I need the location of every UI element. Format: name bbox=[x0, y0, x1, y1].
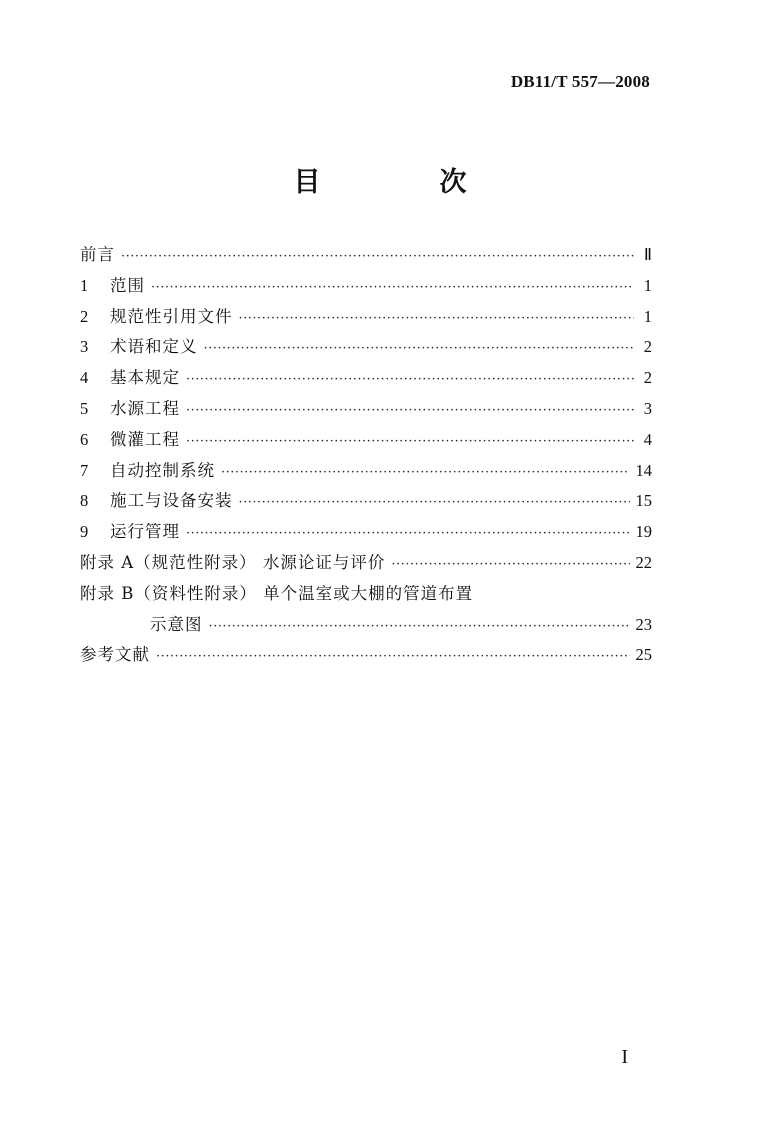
toc-entry-number: 5 bbox=[80, 398, 89, 418]
toc-entry-page: 25 bbox=[635, 645, 652, 665]
toc-entry-appendix-b[interactable] bbox=[80, 579, 652, 610]
toc-entry-page: 4 bbox=[643, 429, 652, 449]
toc-entry-label: 附录 B（资料性附录） 单个温室或大棚的管道布置 bbox=[80, 583, 474, 603]
table-of-contents bbox=[80, 240, 652, 671]
toc-entry-page: 3 bbox=[643, 398, 652, 418]
toc-entry-foreword[interactable] bbox=[80, 240, 652, 271]
toc-entry-number: 1 bbox=[80, 275, 89, 295]
toc-entry-page: Ⅱ bbox=[643, 245, 652, 264]
toc-entry-label: 前言 bbox=[80, 245, 115, 264]
toc-leader-dots bbox=[221, 458, 630, 489]
toc-entry-page: 23 bbox=[635, 614, 652, 634]
toc-leader-dots bbox=[209, 612, 630, 643]
toc-entry-number: 4 bbox=[80, 368, 89, 388]
toc-entry-page: 15 bbox=[635, 491, 652, 511]
toc-entry-number: 3 bbox=[80, 337, 89, 357]
toc-entry-page: 1 bbox=[643, 306, 652, 326]
toc-entry-label: 基本规定 bbox=[110, 368, 180, 388]
toc-entry-2[interactable] bbox=[80, 302, 652, 333]
toc-entry-label: 运行管理 bbox=[110, 522, 180, 542]
toc-leader-dots bbox=[391, 550, 629, 581]
toc-entry-1[interactable] bbox=[80, 271, 652, 302]
page-number: I bbox=[621, 1046, 628, 1068]
toc-entry-page: 1 bbox=[643, 275, 652, 295]
toc-entry-references[interactable] bbox=[80, 640, 652, 671]
toc-entry-number: 9 bbox=[80, 522, 89, 542]
toc-entry-4[interactable] bbox=[80, 363, 652, 394]
toc-leader-dots bbox=[186, 519, 630, 550]
toc-leader-dots bbox=[186, 365, 634, 396]
toc-entry-label: 范围 bbox=[110, 275, 145, 295]
toc-leader-dots bbox=[239, 304, 635, 335]
toc-entry-label: 自动控制系统 bbox=[110, 460, 215, 480]
toc-entry-page: 14 bbox=[635, 460, 652, 480]
toc-leader-dots bbox=[239, 488, 630, 519]
toc-leader-dots bbox=[186, 396, 634, 427]
toc-leader-dots bbox=[186, 427, 634, 458]
toc-entry-9[interactable] bbox=[80, 517, 652, 548]
toc-entry-label: 术语和定义 bbox=[110, 337, 198, 357]
toc-entry-number: 2 bbox=[80, 306, 89, 326]
toc-entry-page: 2 bbox=[643, 337, 652, 357]
toc-entry-label: 水源工程 bbox=[110, 398, 180, 418]
page-title: 目 次 bbox=[293, 167, 513, 198]
toc-entry-6[interactable] bbox=[80, 425, 652, 456]
toc-entry-label: 施工与设备安装 bbox=[110, 491, 233, 511]
toc-entry-3[interactable] bbox=[80, 332, 652, 363]
toc-entry-number: 8 bbox=[80, 491, 89, 511]
toc-leader-dots bbox=[121, 242, 634, 273]
toc-leader-dots bbox=[151, 273, 634, 304]
toc-entry-5[interactable] bbox=[80, 394, 652, 425]
toc-entry-label: 附录 A（规范性附录） 水源论证与评价 bbox=[80, 552, 386, 572]
toc-entry-page: 19 bbox=[635, 522, 652, 542]
toc-entry-7[interactable] bbox=[80, 456, 652, 487]
toc-entry-8[interactable] bbox=[80, 486, 652, 517]
toc-entry-appendix-a[interactable] bbox=[80, 548, 652, 579]
toc-entry-appendix-b-cont[interactable] bbox=[80, 610, 652, 641]
toc-entry-label: 微灌工程 bbox=[110, 429, 180, 449]
toc-entry-number: 6 bbox=[80, 429, 89, 449]
toc-leader-dots bbox=[204, 334, 635, 365]
toc-entry-page: 2 bbox=[643, 368, 652, 388]
standard-code: DB11/T 557—2008 bbox=[510, 72, 650, 91]
toc-leader-dots bbox=[156, 642, 630, 673]
toc-entry-label: 规范性引用文件 bbox=[110, 306, 233, 326]
toc-entry-page: 22 bbox=[635, 552, 652, 572]
toc-entry-number: 7 bbox=[80, 460, 89, 480]
toc-entry-label: 参考文献 bbox=[80, 645, 150, 665]
toc-entry-label: 示意图 bbox=[150, 614, 203, 634]
